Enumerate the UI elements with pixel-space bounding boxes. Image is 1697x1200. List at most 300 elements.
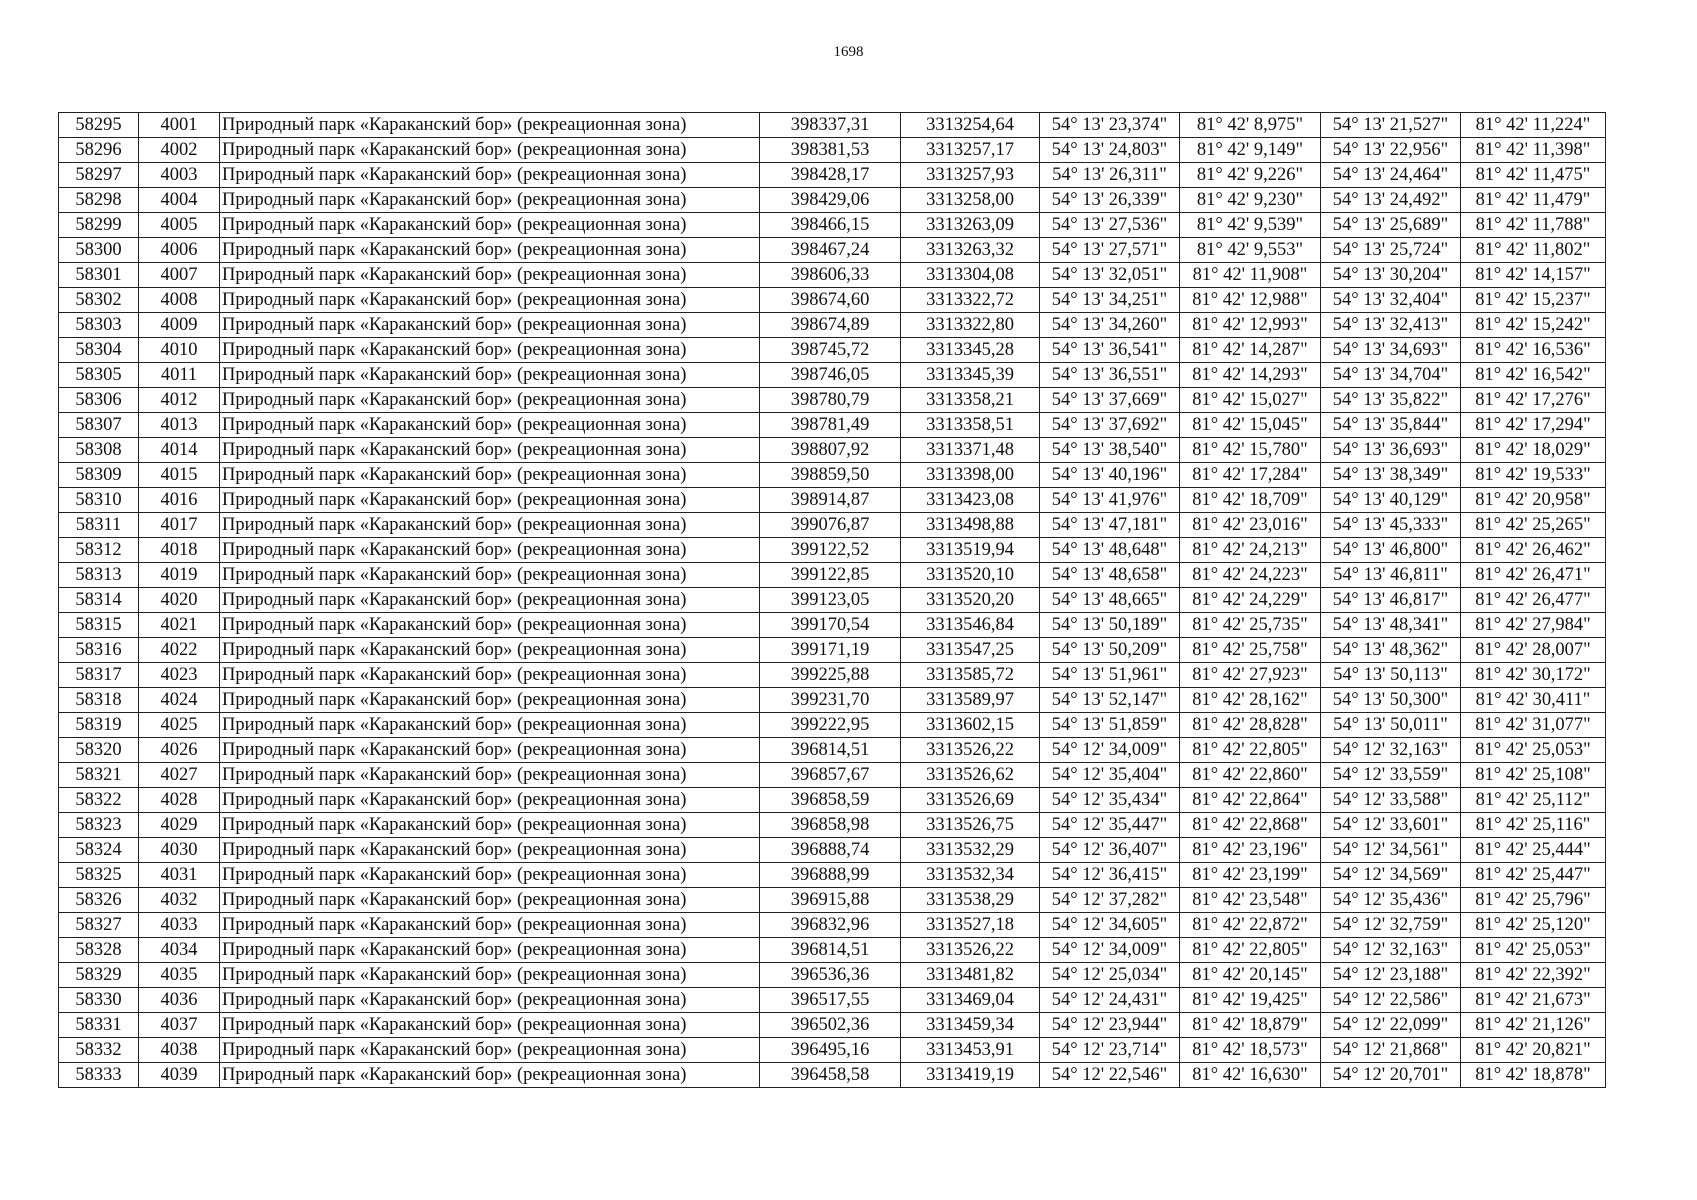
table-row bbox=[59, 588, 1606, 613]
cell-row-number: 58315 bbox=[59, 613, 139, 638]
cell-longitude-2: 81° 42' 11,398" bbox=[1461, 138, 1606, 163]
cell-longitude-1: 81° 42' 14,293" bbox=[1180, 363, 1321, 388]
cell-y-coordinate: 3313257,93 bbox=[901, 163, 1040, 188]
cell-x-coordinate: 399170,54 bbox=[760, 613, 901, 638]
cell-y-coordinate: 3313254,64 bbox=[901, 113, 1040, 138]
cell-point-number: 4039 bbox=[139, 1063, 220, 1088]
cell-object-name: Природный парк «Караканский бор» (рекреационная зона) bbox=[220, 188, 760, 213]
cell-row-number: 58297 bbox=[59, 163, 139, 188]
cell-latitude-2: 54° 13' 30,204" bbox=[1321, 263, 1461, 288]
cell-longitude-2: 81° 42' 14,157" bbox=[1461, 263, 1606, 288]
cell-row-number: 58318 bbox=[59, 688, 139, 713]
cell-longitude-2: 81° 42' 26,471" bbox=[1461, 563, 1606, 588]
table-row bbox=[59, 113, 1606, 138]
cell-longitude-2: 81° 42' 25,444" bbox=[1461, 838, 1606, 863]
cell-latitude-1: 54° 12' 34,009" bbox=[1040, 738, 1180, 763]
cell-latitude-1: 54° 13' 23,374" bbox=[1040, 113, 1180, 138]
cell-longitude-2: 81° 42' 11,479" bbox=[1461, 188, 1606, 213]
cell-longitude-2: 81° 42' 20,821" bbox=[1461, 1038, 1606, 1063]
cell-point-number: 4022 bbox=[139, 638, 220, 663]
cell-row-number: 58312 bbox=[59, 538, 139, 563]
cell-x-coordinate: 396814,51 bbox=[760, 938, 901, 963]
cell-longitude-1: 81° 42' 25,758" bbox=[1180, 638, 1321, 663]
table-row bbox=[59, 488, 1606, 513]
cell-x-coordinate: 398337,31 bbox=[760, 113, 901, 138]
cell-longitude-1: 81° 42' 23,196" bbox=[1180, 838, 1321, 863]
cell-row-number: 58313 bbox=[59, 563, 139, 588]
cell-y-coordinate: 3313257,17 bbox=[901, 138, 1040, 163]
cell-row-number: 58303 bbox=[59, 313, 139, 338]
cell-latitude-2: 54° 13' 25,689" bbox=[1321, 213, 1461, 238]
cell-point-number: 4036 bbox=[139, 988, 220, 1013]
cell-object-name: Природный парк «Караканский бор» (рекреационная зона) bbox=[220, 988, 760, 1013]
cell-point-number: 4021 bbox=[139, 613, 220, 638]
table-row bbox=[59, 713, 1606, 738]
cell-point-number: 4014 bbox=[139, 438, 220, 463]
cell-row-number: 58302 bbox=[59, 288, 139, 313]
cell-latitude-2: 54° 12' 23,188" bbox=[1321, 963, 1461, 988]
cell-latitude-2: 54° 12' 32,759" bbox=[1321, 913, 1461, 938]
cell-y-coordinate: 3313453,91 bbox=[901, 1038, 1040, 1063]
cell-row-number: 58306 bbox=[59, 388, 139, 413]
cell-row-number: 58333 bbox=[59, 1063, 139, 1088]
cell-latitude-1: 54° 12' 25,034" bbox=[1040, 963, 1180, 988]
cell-longitude-2: 81° 42' 22,392" bbox=[1461, 963, 1606, 988]
cell-longitude-2: 81° 42' 25,053" bbox=[1461, 938, 1606, 963]
cell-object-name: Природный парк «Караканский бор» (рекреационная зона) bbox=[220, 288, 760, 313]
cell-longitude-1: 81° 42' 22,805" bbox=[1180, 938, 1321, 963]
cell-longitude-1: 81° 42' 8,975" bbox=[1180, 113, 1321, 138]
cell-x-coordinate: 399123,05 bbox=[760, 588, 901, 613]
cell-longitude-1: 81° 42' 22,864" bbox=[1180, 788, 1321, 813]
cell-x-coordinate: 398674,89 bbox=[760, 313, 901, 338]
table-row bbox=[59, 688, 1606, 713]
cell-latitude-1: 54° 13' 48,665" bbox=[1040, 588, 1180, 613]
cell-latitude-2: 54° 13' 32,413" bbox=[1321, 313, 1461, 338]
cell-y-coordinate: 3313602,15 bbox=[901, 713, 1040, 738]
cell-row-number: 58305 bbox=[59, 363, 139, 388]
cell-longitude-2: 81° 42' 17,294" bbox=[1461, 413, 1606, 438]
cell-x-coordinate: 399122,52 bbox=[760, 538, 901, 563]
cell-longitude-2: 81° 42' 31,077" bbox=[1461, 713, 1606, 738]
cell-longitude-1: 81° 42' 15,780" bbox=[1180, 438, 1321, 463]
cell-y-coordinate: 3313589,97 bbox=[901, 688, 1040, 713]
cell-longitude-2: 81° 42' 21,126" bbox=[1461, 1013, 1606, 1038]
cell-longitude-1: 81° 42' 23,016" bbox=[1180, 513, 1321, 538]
cell-longitude-1: 81° 42' 27,923" bbox=[1180, 663, 1321, 688]
cell-latitude-2: 54° 12' 22,099" bbox=[1321, 1013, 1461, 1038]
cell-object-name: Природный парк «Караканский бор» (рекреационная зона) bbox=[220, 638, 760, 663]
cell-point-number: 4035 bbox=[139, 963, 220, 988]
cell-object-name: Природный парк «Караканский бор» (рекреационная зона) bbox=[220, 138, 760, 163]
cell-latitude-1: 54° 13' 37,669" bbox=[1040, 388, 1180, 413]
cell-object-name: Природный парк «Караканский бор» (рекреационная зона) bbox=[220, 238, 760, 263]
table-row bbox=[59, 263, 1606, 288]
cell-latitude-2: 54° 13' 46,817" bbox=[1321, 588, 1461, 613]
cell-longitude-1: 81° 42' 9,226" bbox=[1180, 163, 1321, 188]
cell-longitude-2: 81° 42' 18,029" bbox=[1461, 438, 1606, 463]
cell-point-number: 4037 bbox=[139, 1013, 220, 1038]
cell-longitude-1: 81° 42' 23,199" bbox=[1180, 863, 1321, 888]
cell-longitude-2: 81° 42' 30,172" bbox=[1461, 663, 1606, 688]
cell-object-name: Природный парк «Караканский бор» (рекреационная зона) bbox=[220, 163, 760, 188]
cell-row-number: 58314 bbox=[59, 588, 139, 613]
cell-longitude-1: 81° 42' 15,027" bbox=[1180, 388, 1321, 413]
table-row bbox=[59, 763, 1606, 788]
cell-longitude-1: 81° 42' 15,045" bbox=[1180, 413, 1321, 438]
cell-latitude-2: 54° 13' 35,822" bbox=[1321, 388, 1461, 413]
cell-x-coordinate: 396915,88 bbox=[760, 888, 901, 913]
cell-row-number: 58316 bbox=[59, 638, 139, 663]
cell-longitude-2: 81° 42' 25,053" bbox=[1461, 738, 1606, 763]
cell-y-coordinate: 3313398,00 bbox=[901, 463, 1040, 488]
cell-point-number: 4002 bbox=[139, 138, 220, 163]
cell-y-coordinate: 3313585,72 bbox=[901, 663, 1040, 688]
cell-longitude-2: 81° 42' 20,958" bbox=[1461, 488, 1606, 513]
cell-object-name: Природный парк «Караканский бор» (рекреационная зона) bbox=[220, 388, 760, 413]
table-row bbox=[59, 913, 1606, 938]
cell-y-coordinate: 3313258,00 bbox=[901, 188, 1040, 213]
cell-x-coordinate: 396536,36 bbox=[760, 963, 901, 988]
cell-point-number: 4017 bbox=[139, 513, 220, 538]
cell-point-number: 4010 bbox=[139, 338, 220, 363]
cell-x-coordinate: 398746,05 bbox=[760, 363, 901, 388]
cell-latitude-1: 54° 13' 50,189" bbox=[1040, 613, 1180, 638]
cell-latitude-2: 54° 12' 21,868" bbox=[1321, 1038, 1461, 1063]
cell-x-coordinate: 398781,49 bbox=[760, 413, 901, 438]
cell-longitude-2: 81° 42' 15,242" bbox=[1461, 313, 1606, 338]
cell-row-number: 58332 bbox=[59, 1038, 139, 1063]
cell-latitude-2: 54° 13' 38,349" bbox=[1321, 463, 1461, 488]
cell-object-name: Природный парк «Караканский бор» (рекреационная зона) bbox=[220, 1063, 760, 1088]
cell-latitude-1: 54° 12' 35,447" bbox=[1040, 813, 1180, 838]
cell-row-number: 58330 bbox=[59, 988, 139, 1013]
cell-longitude-2: 81° 42' 17,276" bbox=[1461, 388, 1606, 413]
cell-latitude-2: 54° 12' 20,701" bbox=[1321, 1063, 1461, 1088]
table-row bbox=[59, 738, 1606, 763]
table-row bbox=[59, 213, 1606, 238]
cell-latitude-1: 54° 13' 27,536" bbox=[1040, 213, 1180, 238]
cell-latitude-1: 54° 12' 37,282" bbox=[1040, 888, 1180, 913]
cell-x-coordinate: 396502,36 bbox=[760, 1013, 901, 1038]
cell-point-number: 4027 bbox=[139, 763, 220, 788]
cell-row-number: 58324 bbox=[59, 838, 139, 863]
cell-longitude-2: 81° 42' 27,984" bbox=[1461, 613, 1606, 638]
cell-row-number: 58300 bbox=[59, 238, 139, 263]
cell-latitude-2: 54° 13' 35,844" bbox=[1321, 413, 1461, 438]
cell-x-coordinate: 399122,85 bbox=[760, 563, 901, 588]
cell-x-coordinate: 398859,50 bbox=[760, 463, 901, 488]
cell-longitude-2: 81° 42' 11,802" bbox=[1461, 238, 1606, 263]
cell-latitude-2: 54° 12' 33,601" bbox=[1321, 813, 1461, 838]
cell-longitude-1: 81° 42' 9,230" bbox=[1180, 188, 1321, 213]
cell-x-coordinate: 396857,67 bbox=[760, 763, 901, 788]
cell-latitude-1: 54° 13' 32,051" bbox=[1040, 263, 1180, 288]
cell-latitude-2: 54° 13' 46,811" bbox=[1321, 563, 1461, 588]
cell-x-coordinate: 398914,87 bbox=[760, 488, 901, 513]
cell-longitude-2: 81° 42' 16,536" bbox=[1461, 338, 1606, 363]
cell-x-coordinate: 398429,06 bbox=[760, 188, 901, 213]
cell-object-name: Природный парк «Караканский бор» (рекреационная зона) bbox=[220, 113, 760, 138]
cell-point-number: 4038 bbox=[139, 1038, 220, 1063]
cell-latitude-2: 54° 13' 48,362" bbox=[1321, 638, 1461, 663]
cell-latitude-1: 54° 12' 34,605" bbox=[1040, 913, 1180, 938]
cell-row-number: 58319 bbox=[59, 713, 139, 738]
cell-latitude-1: 54° 12' 35,404" bbox=[1040, 763, 1180, 788]
cell-y-coordinate: 3313263,09 bbox=[901, 213, 1040, 238]
cell-point-number: 4006 bbox=[139, 238, 220, 263]
cell-latitude-1: 54° 13' 48,648" bbox=[1040, 538, 1180, 563]
cell-object-name: Природный парк «Караканский бор» (рекреационная зона) bbox=[220, 588, 760, 613]
cell-latitude-2: 54° 13' 45,333" bbox=[1321, 513, 1461, 538]
cell-longitude-1: 81° 42' 22,805" bbox=[1180, 738, 1321, 763]
cell-row-number: 58321 bbox=[59, 763, 139, 788]
table-row bbox=[59, 1013, 1606, 1038]
cell-latitude-1: 54° 12' 22,546" bbox=[1040, 1063, 1180, 1088]
cell-row-number: 58327 bbox=[59, 913, 139, 938]
cell-longitude-2: 81° 42' 26,477" bbox=[1461, 588, 1606, 613]
cell-latitude-2: 54° 13' 34,704" bbox=[1321, 363, 1461, 388]
cell-y-coordinate: 3313547,25 bbox=[901, 638, 1040, 663]
cell-y-coordinate: 3313322,72 bbox=[901, 288, 1040, 313]
cell-longitude-2: 81° 42' 25,265" bbox=[1461, 513, 1606, 538]
cell-longitude-1: 81° 42' 17,284" bbox=[1180, 463, 1321, 488]
table-row bbox=[59, 638, 1606, 663]
cell-latitude-2: 54° 13' 34,693" bbox=[1321, 338, 1461, 363]
cell-object-name: Природный парк «Караканский бор» (рекреационная зона) bbox=[220, 413, 760, 438]
cell-row-number: 58298 bbox=[59, 188, 139, 213]
page-number: 1698 bbox=[833, 44, 864, 60]
cell-object-name: Природный парк «Караканский бор» (рекреационная зона) bbox=[220, 1038, 760, 1063]
cell-latitude-1: 54° 13' 36,551" bbox=[1040, 363, 1180, 388]
cell-longitude-2: 81° 42' 25,116" bbox=[1461, 813, 1606, 838]
cell-latitude-2: 54° 13' 24,492" bbox=[1321, 188, 1461, 213]
cell-latitude-1: 54° 12' 24,431" bbox=[1040, 988, 1180, 1013]
cell-x-coordinate: 398780,79 bbox=[760, 388, 901, 413]
cell-latitude-1: 54° 13' 24,803" bbox=[1040, 138, 1180, 163]
cell-y-coordinate: 3313263,32 bbox=[901, 238, 1040, 263]
cell-latitude-2: 54° 12' 32,163" bbox=[1321, 738, 1461, 763]
cell-point-number: 4005 bbox=[139, 213, 220, 238]
table-row bbox=[59, 863, 1606, 888]
cell-longitude-2: 81° 42' 15,237" bbox=[1461, 288, 1606, 313]
cell-latitude-1: 54° 13' 27,571" bbox=[1040, 238, 1180, 263]
cell-longitude-2: 81° 42' 18,878" bbox=[1461, 1063, 1606, 1088]
cell-object-name: Природный парк «Караканский бор» (рекреационная зона) bbox=[220, 738, 760, 763]
cell-longitude-1: 81° 42' 12,993" bbox=[1180, 313, 1321, 338]
table-row bbox=[59, 1063, 1606, 1088]
cell-point-number: 4008 bbox=[139, 288, 220, 313]
cell-latitude-2: 54° 13' 46,800" bbox=[1321, 538, 1461, 563]
cell-latitude-1: 54° 12' 36,407" bbox=[1040, 838, 1180, 863]
cell-x-coordinate: 399171,19 bbox=[760, 638, 901, 663]
cell-row-number: 58326 bbox=[59, 888, 139, 913]
cell-longitude-1: 81° 42' 16,630" bbox=[1180, 1063, 1321, 1088]
cell-longitude-1: 81° 42' 22,868" bbox=[1180, 813, 1321, 838]
cell-latitude-1: 54° 13' 36,541" bbox=[1040, 338, 1180, 363]
cell-point-number: 4013 bbox=[139, 413, 220, 438]
cell-longitude-1: 81° 42' 18,573" bbox=[1180, 1038, 1321, 1063]
cell-row-number: 58309 bbox=[59, 463, 139, 488]
cell-x-coordinate: 396888,99 bbox=[760, 863, 901, 888]
cell-y-coordinate: 3313520,20 bbox=[901, 588, 1040, 613]
cell-longitude-2: 81° 42' 11,475" bbox=[1461, 163, 1606, 188]
cell-y-coordinate: 3313345,28 bbox=[901, 338, 1040, 363]
cell-object-name: Природный парк «Караканский бор» (рекреационная зона) bbox=[220, 338, 760, 363]
cell-object-name: Природный парк «Караканский бор» (рекреационная зона) bbox=[220, 463, 760, 488]
cell-y-coordinate: 3313532,34 bbox=[901, 863, 1040, 888]
cell-longitude-2: 81° 42' 21,673" bbox=[1461, 988, 1606, 1013]
cell-longitude-1: 81° 42' 9,149" bbox=[1180, 138, 1321, 163]
cell-latitude-1: 54° 12' 34,009" bbox=[1040, 938, 1180, 963]
coordinates-table bbox=[58, 112, 1606, 1088]
cell-latitude-1: 54° 13' 48,658" bbox=[1040, 563, 1180, 588]
table-row bbox=[59, 513, 1606, 538]
cell-latitude-1: 54° 12' 35,434" bbox=[1040, 788, 1180, 813]
table-row bbox=[59, 363, 1606, 388]
cell-latitude-2: 54° 12' 32,163" bbox=[1321, 938, 1461, 963]
table-row bbox=[59, 813, 1606, 838]
cell-longitude-1: 81° 42' 28,828" bbox=[1180, 713, 1321, 738]
table-row bbox=[59, 838, 1606, 863]
cell-longitude-2: 81° 42' 25,796" bbox=[1461, 888, 1606, 913]
cell-latitude-2: 54° 13' 21,527" bbox=[1321, 113, 1461, 138]
cell-y-coordinate: 3313519,94 bbox=[901, 538, 1040, 563]
cell-x-coordinate: 398381,53 bbox=[760, 138, 901, 163]
cell-object-name: Природный парк «Караканский бор» (рекреационная зона) bbox=[220, 363, 760, 388]
cell-latitude-2: 54° 13' 24,464" bbox=[1321, 163, 1461, 188]
cell-row-number: 58296 bbox=[59, 138, 139, 163]
cell-point-number: 4028 bbox=[139, 788, 220, 813]
cell-y-coordinate: 3313526,22 bbox=[901, 738, 1040, 763]
cell-longitude-1: 81° 42' 9,553" bbox=[1180, 238, 1321, 263]
cell-longitude-2: 81° 42' 16,542" bbox=[1461, 363, 1606, 388]
cell-longitude-2: 81° 42' 25,447" bbox=[1461, 863, 1606, 888]
table-row bbox=[59, 338, 1606, 363]
table-row bbox=[59, 188, 1606, 213]
cell-object-name: Природный парк «Караканский бор» (рекреационная зона) bbox=[220, 813, 760, 838]
cell-row-number: 58299 bbox=[59, 213, 139, 238]
cell-object-name: Природный парк «Караканский бор» (рекреационная зона) bbox=[220, 538, 760, 563]
cell-longitude-2: 81° 42' 28,007" bbox=[1461, 638, 1606, 663]
cell-row-number: 58323 bbox=[59, 813, 139, 838]
cell-y-coordinate: 3313358,51 bbox=[901, 413, 1040, 438]
cell-latitude-1: 54° 13' 52,147" bbox=[1040, 688, 1180, 713]
cell-longitude-2: 81° 42' 25,120" bbox=[1461, 913, 1606, 938]
cell-longitude-2: 81° 42' 11,224" bbox=[1461, 113, 1606, 138]
cell-row-number: 58320 bbox=[59, 738, 139, 763]
cell-y-coordinate: 3313498,88 bbox=[901, 513, 1040, 538]
cell-longitude-1: 81° 42' 14,287" bbox=[1180, 338, 1321, 363]
cell-x-coordinate: 399231,70 bbox=[760, 688, 901, 713]
cell-y-coordinate: 3313304,08 bbox=[901, 263, 1040, 288]
cell-longitude-1: 81° 42' 9,539" bbox=[1180, 213, 1321, 238]
cell-longitude-1: 81° 42' 11,908" bbox=[1180, 263, 1321, 288]
cell-point-number: 4018 bbox=[139, 538, 220, 563]
cell-latitude-2: 54° 13' 32,404" bbox=[1321, 288, 1461, 313]
table-row bbox=[59, 888, 1606, 913]
cell-row-number: 58304 bbox=[59, 338, 139, 363]
cell-point-number: 4025 bbox=[139, 713, 220, 738]
cell-x-coordinate: 396814,51 bbox=[760, 738, 901, 763]
cell-point-number: 4026 bbox=[139, 738, 220, 763]
table-row bbox=[59, 313, 1606, 338]
cell-row-number: 58308 bbox=[59, 438, 139, 463]
cell-object-name: Природный парк «Караканский бор» (рекреационная зона) bbox=[220, 613, 760, 638]
table-row bbox=[59, 988, 1606, 1013]
cell-point-number: 4007 bbox=[139, 263, 220, 288]
cell-latitude-2: 54° 12' 33,559" bbox=[1321, 763, 1461, 788]
cell-object-name: Природный парк «Караканский бор» (рекреационная зона) bbox=[220, 663, 760, 688]
cell-y-coordinate: 3313469,04 bbox=[901, 988, 1040, 1013]
table-row bbox=[59, 413, 1606, 438]
cell-longitude-2: 81° 42' 26,462" bbox=[1461, 538, 1606, 563]
cell-latitude-2: 54° 12' 34,569" bbox=[1321, 863, 1461, 888]
cell-latitude-1: 54° 12' 23,714" bbox=[1040, 1038, 1180, 1063]
cell-point-number: 4020 bbox=[139, 588, 220, 613]
cell-row-number: 58310 bbox=[59, 488, 139, 513]
cell-object-name: Природный парк «Караканский бор» (рекреационная зона) bbox=[220, 688, 760, 713]
cell-latitude-2: 54° 13' 50,113" bbox=[1321, 663, 1461, 688]
cell-latitude-1: 54° 13' 34,260" bbox=[1040, 313, 1180, 338]
table-row bbox=[59, 613, 1606, 638]
cell-longitude-1: 81° 42' 24,223" bbox=[1180, 563, 1321, 588]
cell-y-coordinate: 3313459,34 bbox=[901, 1013, 1040, 1038]
cell-latitude-1: 54° 13' 41,976" bbox=[1040, 488, 1180, 513]
cell-latitude-2: 54° 13' 50,011" bbox=[1321, 713, 1461, 738]
cell-latitude-1: 54° 13' 34,251" bbox=[1040, 288, 1180, 313]
cell-x-coordinate: 396517,55 bbox=[760, 988, 901, 1013]
cell-point-number: 4031 bbox=[139, 863, 220, 888]
table-row bbox=[59, 938, 1606, 963]
cell-latitude-1: 54° 13' 50,209" bbox=[1040, 638, 1180, 663]
cell-longitude-2: 81° 42' 25,108" bbox=[1461, 763, 1606, 788]
table-row bbox=[59, 163, 1606, 188]
cell-point-number: 4011 bbox=[139, 363, 220, 388]
cell-object-name: Природный парк «Караканский бор» (рекреационная зона) bbox=[220, 313, 760, 338]
cell-latitude-2: 54° 13' 50,300" bbox=[1321, 688, 1461, 713]
cell-object-name: Природный парк «Караканский бор» (рекреационная зона) bbox=[220, 263, 760, 288]
table-row bbox=[59, 563, 1606, 588]
cell-longitude-1: 81° 42' 18,879" bbox=[1180, 1013, 1321, 1038]
cell-longitude-1: 81° 42' 24,229" bbox=[1180, 588, 1321, 613]
cell-object-name: Природный парк «Караканский бор» (рекреационная зона) bbox=[220, 913, 760, 938]
cell-point-number: 4016 bbox=[139, 488, 220, 513]
cell-point-number: 4029 bbox=[139, 813, 220, 838]
cell-longitude-1: 81° 42' 22,860" bbox=[1180, 763, 1321, 788]
cell-longitude-2: 81° 42' 19,533" bbox=[1461, 463, 1606, 488]
cell-y-coordinate: 3313322,80 bbox=[901, 313, 1040, 338]
cell-y-coordinate: 3313526,62 bbox=[901, 763, 1040, 788]
cell-longitude-1: 81° 42' 12,988" bbox=[1180, 288, 1321, 313]
table-body bbox=[59, 113, 1606, 1088]
cell-y-coordinate: 3313527,18 bbox=[901, 913, 1040, 938]
cell-object-name: Природный парк «Караканский бор» (рекреационная зона) bbox=[220, 563, 760, 588]
cell-x-coordinate: 396458,58 bbox=[760, 1063, 901, 1088]
cell-y-coordinate: 3313538,29 bbox=[901, 888, 1040, 913]
cell-x-coordinate: 396832,96 bbox=[760, 913, 901, 938]
cell-x-coordinate: 396858,59 bbox=[760, 788, 901, 813]
cell-longitude-1: 81° 42' 23,548" bbox=[1180, 888, 1321, 913]
cell-row-number: 58325 bbox=[59, 863, 139, 888]
cell-row-number: 58329 bbox=[59, 963, 139, 988]
cell-latitude-2: 54° 12' 34,561" bbox=[1321, 838, 1461, 863]
cell-row-number: 58331 bbox=[59, 1013, 139, 1038]
cell-point-number: 4009 bbox=[139, 313, 220, 338]
cell-point-number: 4023 bbox=[139, 663, 220, 688]
table-row bbox=[59, 438, 1606, 463]
cell-y-coordinate: 3313520,10 bbox=[901, 563, 1040, 588]
